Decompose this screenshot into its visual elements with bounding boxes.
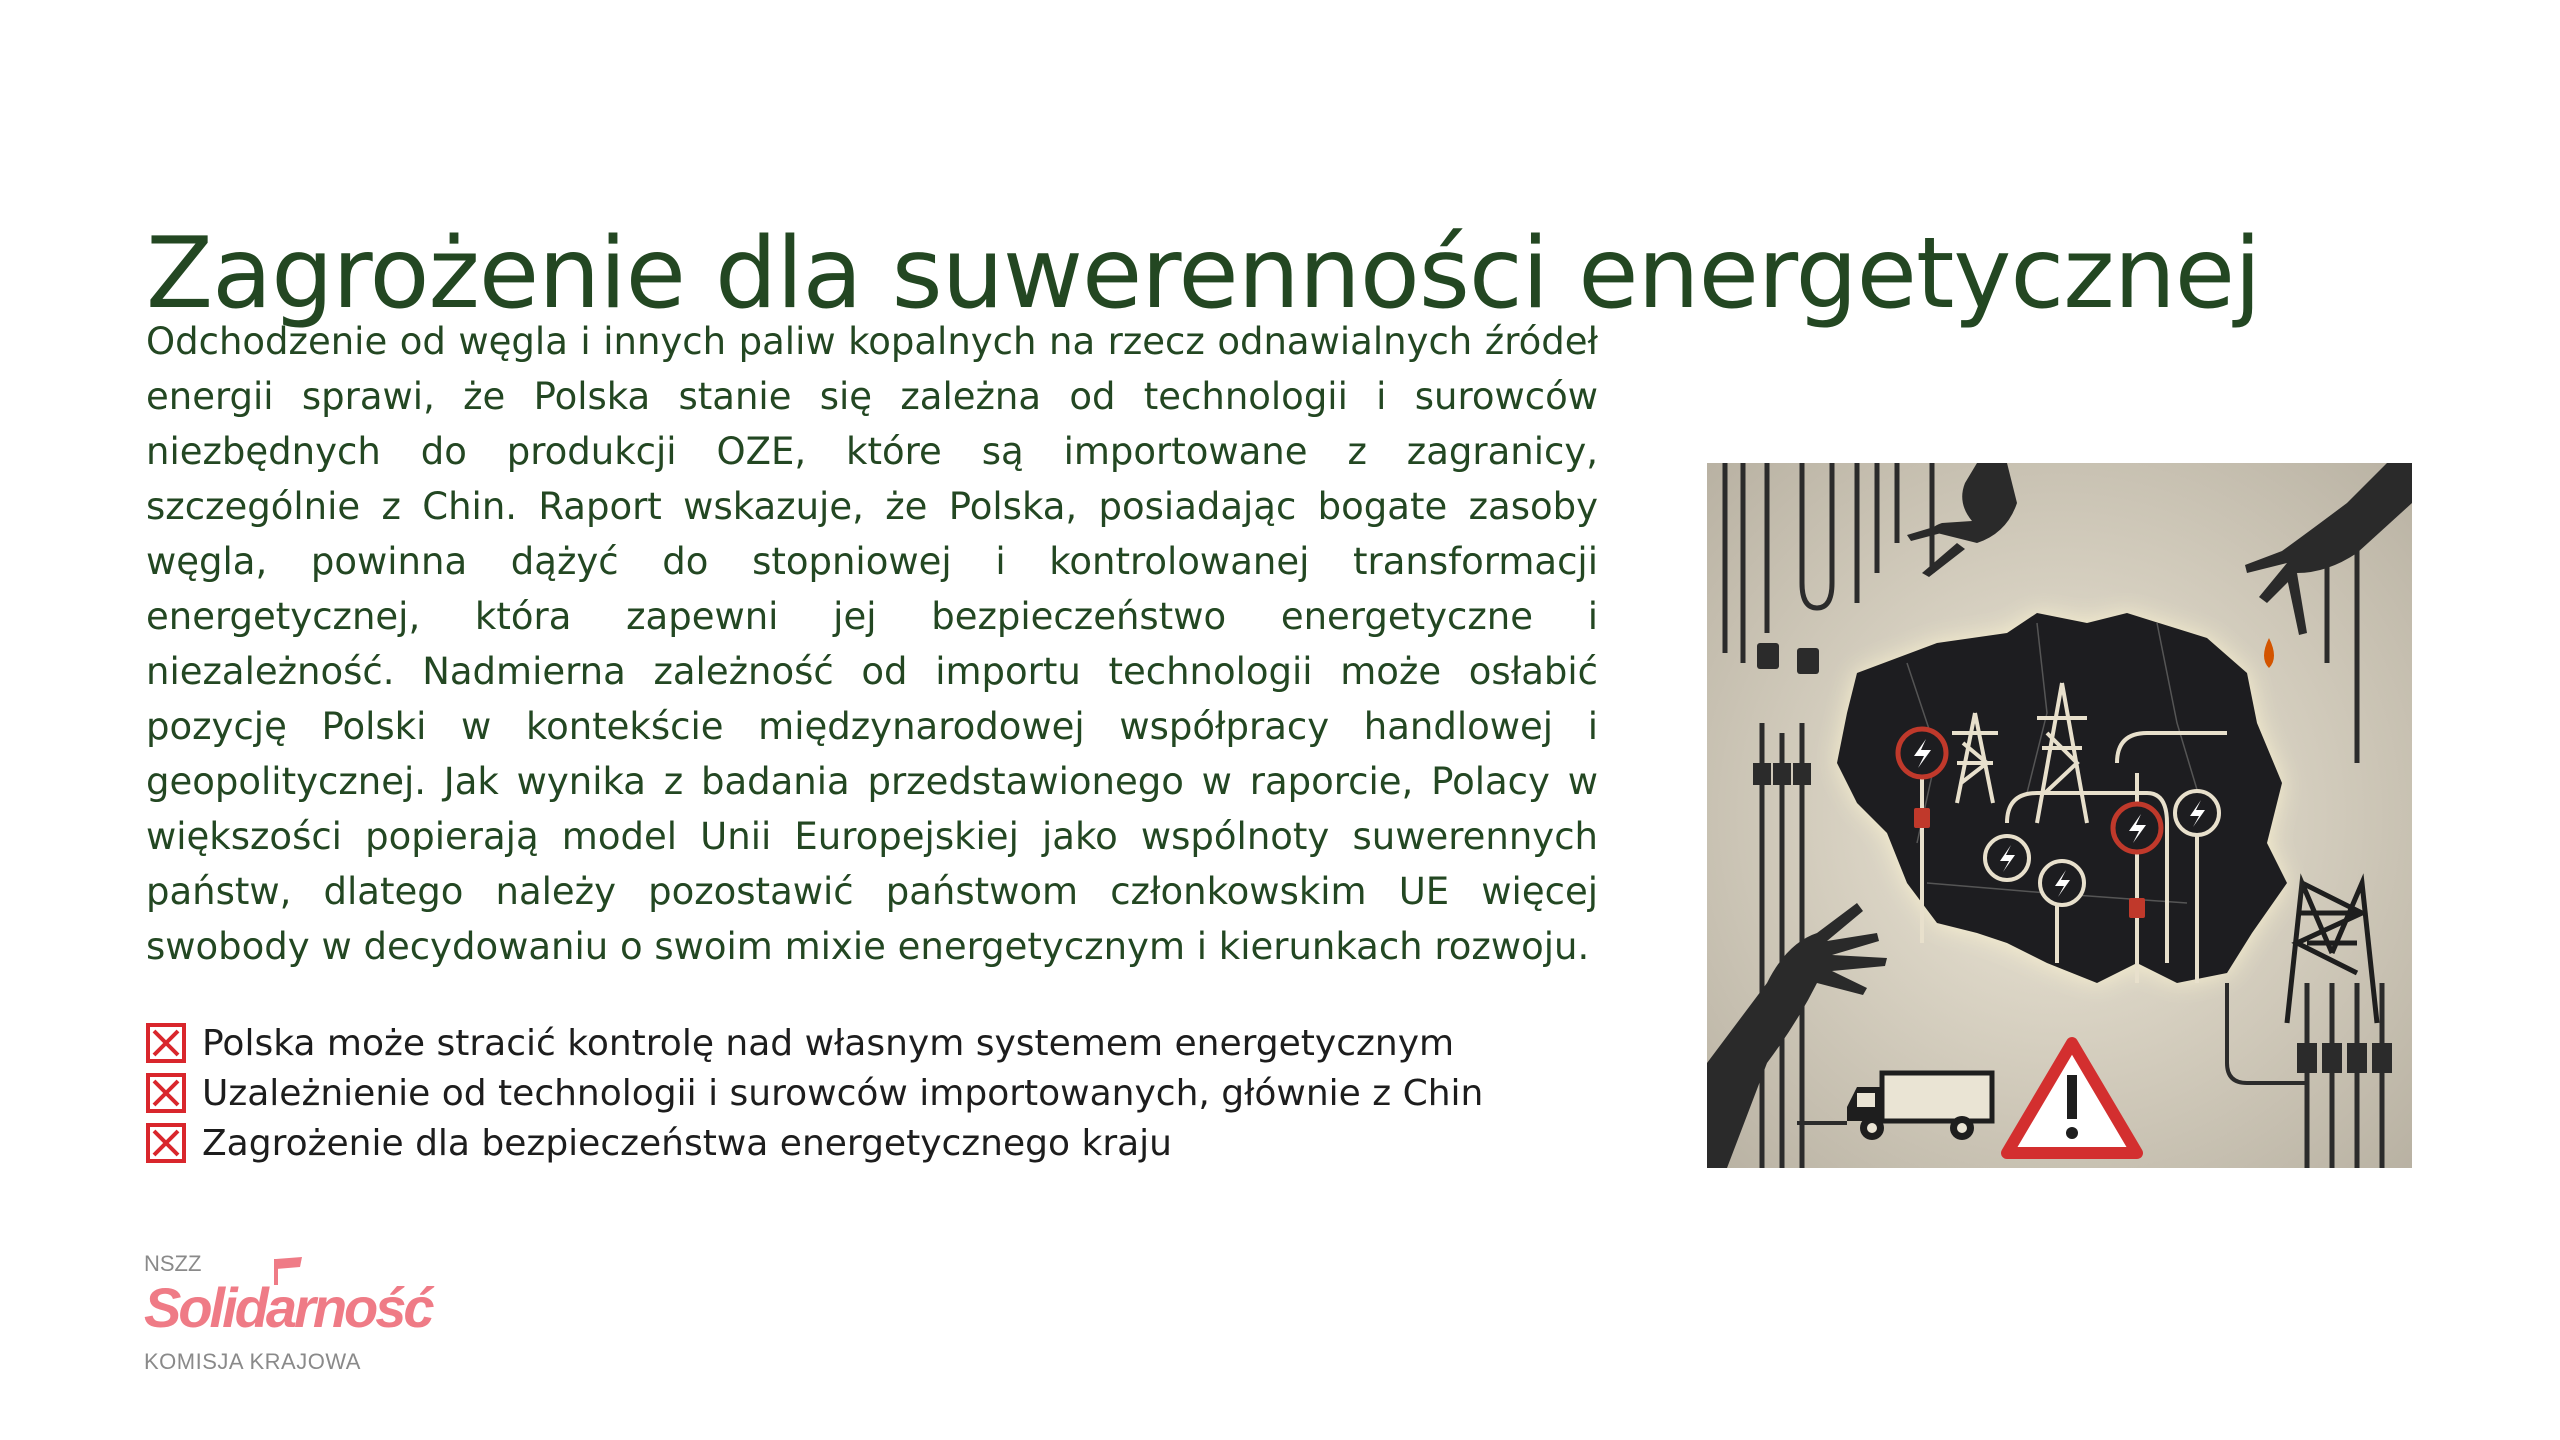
bullet-item — [146, 1068, 1596, 1118]
logo-komisja: KOMISJA KRAJOWA — [144, 1349, 361, 1374]
bullet-text: Polska może stracić kontrolę nad własnym systemem energetycznym — [202, 1022, 1455, 1064]
connectors-left — [1753, 763, 1811, 785]
red-x-box-icon — [146, 1023, 186, 1063]
energy-threat-illustration — [1707, 463, 2412, 1168]
bullet-item — [146, 1018, 1596, 1068]
bullet-text: Uzależnienie od technologii i surowców importowanych, głównie z Chin — [202, 1072, 1484, 1114]
bullet-list — [146, 1018, 1596, 1168]
red-x-box-icon — [146, 1123, 186, 1163]
bullet-text: Zagrożenie dla bezpieczeństwa energetycznego kraju — [202, 1122, 1172, 1164]
red-x-box-icon — [146, 1073, 186, 1113]
solidarnosc-logo — [144, 1245, 432, 1375]
slide-title: Zagrożenie dla suwerenności energetycznej — [146, 216, 2261, 331]
body-paragraph: Odchodzenie od węgla i innych paliw kopalnych na rzecz odnawialnych źródeł energii sprawi, że Polska stanie się zależna od technologii i surowców niezbędnych do produkcji OZE, które są importowane z zagranicy, szczególnie z Chin. Raport wskazuje, że Polska, posiadając bogate zasoby węgla, powinna dążyć do stopniowej i kontrolowanej transformacji energetycznej, która zapewni jej bezpieczeństwo energetyczne i niezależność. Nadmierna zależność od importu technologii może osłabić pozycję Polski w kontekście międzynarodowej współpracy handlowej i geopolitycznej. Jak wynika z badania przedstawionego w raporcie, Polacy w większości popierają model Unii Europejskiej jako wspólnoty suwerennych państw, dlatego należy pozostawić państwom członkowskim UE więcej swobody w decydowaniu o swoim mixie energetycznym i kierunkach rozwoju. — [146, 320, 1598, 968]
logo-nszz: NSZZ — [144, 1251, 202, 1276]
bullet-item — [146, 1118, 1596, 1168]
logo-wordmark: Solidarność — [144, 1276, 432, 1339]
